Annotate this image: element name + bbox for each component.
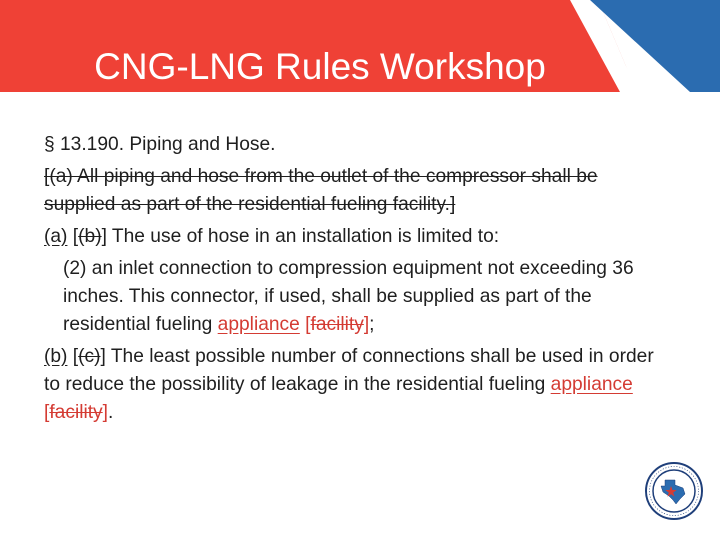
paragraph-text: (2) an inlet connection to compression equipment not exceeding 36 inches. This connector, if used, shall be supplied as part of the residential fueling	[63, 258, 634, 335]
deleted-word: facility	[49, 402, 103, 423]
bracket: [	[44, 402, 50, 423]
inserted-word: appliance	[217, 314, 300, 335]
section-heading: § 13.190. Piping and Hose.	[44, 134, 276, 155]
bracket: [	[72, 226, 79, 247]
old-label-c: (c)	[78, 346, 101, 367]
bracket: [	[305, 314, 311, 335]
old-label-b: (b)	[78, 226, 102, 247]
new-label-a: (a)	[44, 226, 68, 247]
new-label-b: (b)	[44, 346, 68, 367]
slide-body	[44, 131, 674, 427]
deleted-paragraph-a	[44, 163, 674, 219]
paragraph-text: ] The use of hose in an installation is limited to:	[101, 226, 500, 247]
deleted-word: facility	[310, 314, 364, 335]
paragraph-text: ] The least possible number of connections shall be used in order to reduce the possibility of leakage in the residential fueling	[44, 346, 654, 395]
inserted-word: appliance	[550, 374, 633, 395]
punctuation: ;	[369, 314, 375, 335]
paragraph-hose-limit	[44, 223, 674, 251]
paragraph-inlet-connection	[44, 255, 674, 339]
slide-title: CNG-LNG Rules Workshop	[94, 46, 546, 87]
railroad-commission-seal-icon	[645, 462, 703, 520]
bracket: ]	[102, 402, 108, 423]
title-banner	[0, 0, 720, 92]
punctuation: .	[108, 402, 114, 423]
bracket: ]	[363, 314, 370, 335]
bracket: [	[72, 346, 79, 367]
paragraph-connections	[44, 343, 674, 427]
deleted-text: [(a) All piping and hose from the outlet of the compressor shall be supplied as part of the residential fueling facility.]	[44, 166, 598, 215]
